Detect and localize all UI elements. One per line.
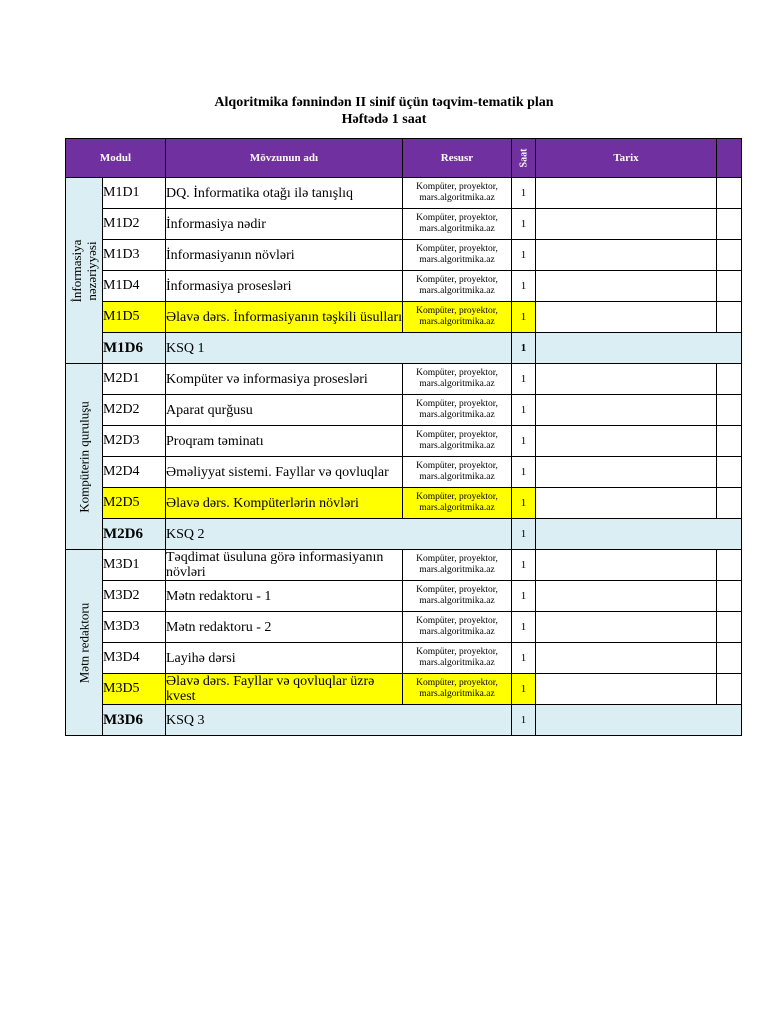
lesson-hours: 1 <box>512 612 536 643</box>
lesson-code: M2D3 <box>103 426 166 457</box>
lesson-extra <box>717 643 742 674</box>
lesson-hours: 1 <box>512 457 536 488</box>
lesson-code: M3D2 <box>103 581 166 612</box>
lesson-topic: Aparat qurğusu <box>166 395 403 426</box>
module-name: İnformasiya nəzəriyyəsi <box>69 239 99 302</box>
lesson-date <box>536 457 717 488</box>
lesson-resource: Kompüter, proyektor, mars.algoritmika.az <box>403 271 512 302</box>
ksq-row <box>66 705 742 736</box>
lesson-hours: 1 <box>512 488 536 519</box>
lesson-topic: İnformasiya prosesləri <box>166 271 403 302</box>
lesson-date <box>536 550 717 581</box>
lesson-resource: Kompüter, proyektor, mars.algoritmika.az <box>403 426 512 457</box>
header-topic: Mövzunun adı <box>166 139 403 178</box>
ksq-code: M2D6 <box>103 519 166 550</box>
lesson-hours: 1 <box>512 426 536 457</box>
lesson-hours: 1 <box>512 209 536 240</box>
lesson-topic: Əlavə dərs. İnformasiyanın təşkili üsulları <box>166 302 403 333</box>
module-label-cell <box>66 364 103 550</box>
lesson-topic: İnformasiyanın növləri <box>166 240 403 271</box>
ksq-date <box>536 705 742 736</box>
lesson-code: M2D2 <box>103 395 166 426</box>
ksq-hours: 1 <box>512 705 536 736</box>
lesson-resource: Kompüter, proyektor, mars.algoritmika.az <box>403 550 512 581</box>
ksq-topic: KSQ 2 <box>166 519 512 550</box>
lesson-resource: Kompüter, proyektor, mars.algoritmika.az <box>403 395 512 426</box>
lesson-code: M2D1 <box>103 364 166 395</box>
header-modul: Modul <box>66 139 166 178</box>
lesson-resource: Kompüter, proyektor, mars.algoritmika.az <box>403 643 512 674</box>
lesson-hours: 1 <box>512 550 536 581</box>
lesson-topic: Layihə dərsi <box>166 643 403 674</box>
table-row <box>66 581 742 612</box>
lesson-resource: Kompüter, proyektor, mars.algoritmika.az <box>403 240 512 271</box>
table-row <box>66 426 742 457</box>
lesson-topic: Mətn redaktoru - 1 <box>166 581 403 612</box>
table-row <box>66 550 742 581</box>
lesson-date <box>536 581 717 612</box>
table-row <box>66 643 742 674</box>
lesson-topic: Əməliyyat sistemi. Fayllar və qovluqlar <box>166 457 403 488</box>
lesson-date <box>536 271 717 302</box>
lesson-topic: Proqram təminatı <box>166 426 403 457</box>
ksq-code: M3D6 <box>103 705 166 736</box>
table-row <box>66 271 742 302</box>
ksq-hours: 1 <box>512 333 536 364</box>
lesson-code: M2D5 <box>103 488 166 519</box>
table-row-highlighted <box>66 488 742 519</box>
lesson-extra <box>717 271 742 302</box>
lesson-code: M1D3 <box>103 240 166 271</box>
table-row <box>66 364 742 395</box>
lesson-code: M2D4 <box>103 457 166 488</box>
lesson-extra <box>717 209 742 240</box>
lesson-date <box>536 426 717 457</box>
lesson-code: M1D4 <box>103 271 166 302</box>
table-row <box>66 178 742 209</box>
lesson-resource: Kompüter, proyektor, mars.algoritmika.az <box>403 302 512 333</box>
lesson-extra <box>717 550 742 581</box>
lesson-extra <box>717 178 742 209</box>
lesson-hours: 1 <box>512 581 536 612</box>
header-saat <box>512 139 536 178</box>
plan-table <box>65 138 742 736</box>
lesson-hours: 1 <box>512 178 536 209</box>
document-subtitle: Həftədə 1 saat <box>341 112 427 127</box>
lesson-extra <box>717 612 742 643</box>
lesson-topic: Kompüter və informasiya prosesləri <box>166 364 403 395</box>
lesson-resource: Kompüter, proyektor, mars.algoritmika.az <box>403 178 512 209</box>
ksq-date <box>536 333 742 364</box>
lesson-topic: Əlavə dərs. Kompüterlərin növləri <box>166 488 403 519</box>
lesson-code: M3D4 <box>103 643 166 674</box>
lesson-extra <box>717 240 742 271</box>
ksq-row <box>66 333 742 364</box>
lesson-date <box>536 488 717 519</box>
lesson-date <box>536 612 717 643</box>
lesson-extra <box>717 395 742 426</box>
lesson-date <box>536 302 717 333</box>
ksq-row <box>66 519 742 550</box>
lesson-extra <box>717 364 742 395</box>
table-header-row <box>66 139 742 178</box>
module-label-cell <box>66 550 103 736</box>
lesson-extra <box>717 457 742 488</box>
lesson-resource: Kompüter, proyektor, mars.algoritmika.az <box>403 488 512 519</box>
lesson-hours: 1 <box>512 674 536 705</box>
lesson-extra <box>717 302 742 333</box>
document-title: Alqoritmika fənnindən II sinif üçün təqvim-tematik plan <box>214 95 554 110</box>
lesson-code: M3D5 <box>103 674 166 705</box>
lesson-extra <box>717 488 742 519</box>
table-row <box>66 209 742 240</box>
lesson-date <box>536 674 717 705</box>
ksq-code: M1D6 <box>103 333 166 364</box>
lesson-code: M3D3 <box>103 612 166 643</box>
lesson-resource: Kompüter, proyektor, mars.algoritmika.az <box>403 581 512 612</box>
module-name: Mətn redaktoru <box>76 602 92 683</box>
lesson-code: M1D1 <box>103 178 166 209</box>
lesson-extra <box>717 426 742 457</box>
ksq-date <box>536 519 742 550</box>
header-tarix: Tarix <box>536 139 717 178</box>
lesson-date <box>536 209 717 240</box>
lesson-topic: Əlavə dərs. Fayllar və qovluqlar üzrə kvest <box>166 674 403 705</box>
lesson-date <box>536 395 717 426</box>
lesson-extra <box>717 581 742 612</box>
lesson-hours: 1 <box>512 395 536 426</box>
table-row <box>66 457 742 488</box>
lesson-hours: 1 <box>512 364 536 395</box>
lesson-topic: Təqdimat üsuluna görə informasiyanın növləri <box>166 550 403 581</box>
table-row-highlighted <box>66 674 742 705</box>
lesson-code: M3D1 <box>103 550 166 581</box>
lesson-resource: Kompüter, proyektor, mars.algoritmika.az <box>403 457 512 488</box>
lesson-date <box>536 178 717 209</box>
header-resurs: Resusr <box>403 139 512 178</box>
table-row-highlighted <box>66 302 742 333</box>
module-label-cell <box>66 178 103 364</box>
lesson-code: M1D2 <box>103 209 166 240</box>
ksq-topic: KSQ 1 <box>166 333 512 364</box>
lesson-date <box>536 240 717 271</box>
lesson-hours: 1 <box>512 643 536 674</box>
table-row <box>66 395 742 426</box>
lesson-extra <box>717 674 742 705</box>
lesson-topic: Mətn redaktoru - 2 <box>166 612 403 643</box>
ksq-hours: 1 <box>512 519 536 550</box>
lesson-topic: İnformasiya nədir <box>166 209 403 240</box>
lesson-topic: DQ. İnformatika otağı ilə tanışlıq <box>166 178 403 209</box>
lesson-hours: 1 <box>512 271 536 302</box>
lesson-resource: Kompüter, proyektor, mars.algoritmika.az <box>403 364 512 395</box>
table-row <box>66 612 742 643</box>
lesson-hours: 1 <box>512 240 536 271</box>
lesson-date <box>536 364 717 395</box>
table-row <box>66 240 742 271</box>
header-extra <box>717 139 742 178</box>
module-name: Kompüterin quruluşu <box>76 400 92 513</box>
lesson-date <box>536 643 717 674</box>
lesson-resource: Kompüter, proyektor, mars.algoritmika.az <box>403 612 512 643</box>
lesson-resource: Kompüter, proyektor, mars.algoritmika.az <box>403 674 512 705</box>
lesson-hours: 1 <box>512 302 536 333</box>
lesson-code: M1D5 <box>103 302 166 333</box>
lesson-resource: Kompüter, proyektor, mars.algoritmika.az <box>403 209 512 240</box>
header-saat-label: Saat <box>518 148 529 168</box>
ksq-topic: KSQ 3 <box>166 705 512 736</box>
